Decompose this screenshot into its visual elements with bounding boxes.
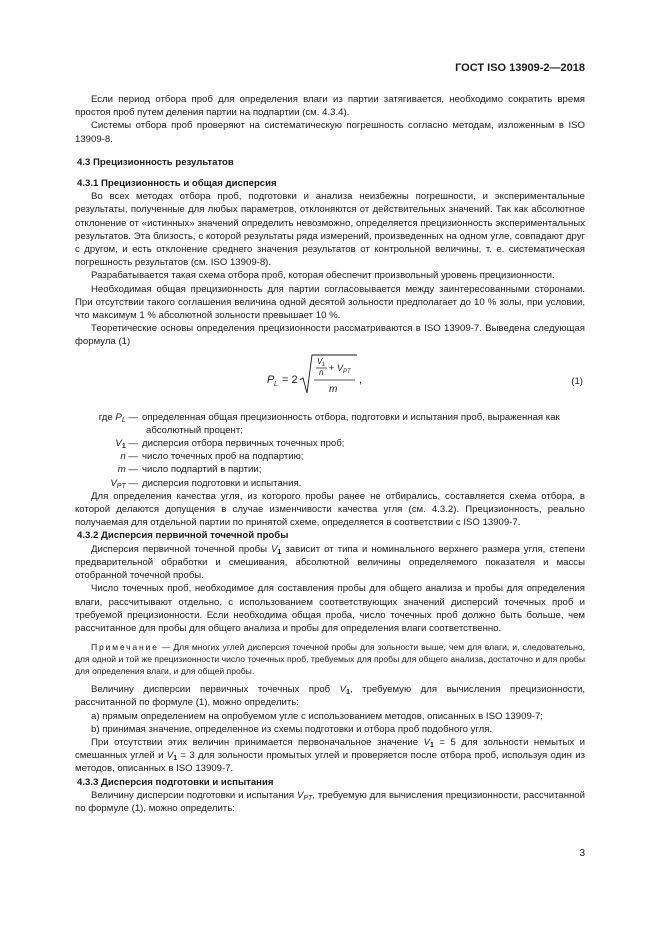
definition-m: m — число подпартий в партии; — [117, 464, 262, 476]
definition-v1: $V_1$ — дисперсия отбора первичных точечных проб; — [115, 438, 345, 451]
standard-header: ГОСТ ISO 13909-2—2018 — [455, 62, 585, 74]
formula-number: (1) — [571, 375, 583, 387]
paragraph-moisture-period: Если период отбора проб для определения влаги из партии затягивается, необходимо сократить время простоя проб путем деления партии на подпартии (см. 4.3.4). — [75, 94, 585, 119]
section-4-3-title: 4.3 Прецизионность результатов — [77, 156, 234, 168]
paragraph-required-precision: Необходимая общая прецизионность для партии согласовывается между заинтересованными сторонами. При отсутствии такого соглашения величина одной десятой зольности предполагает до 10 % золы, при условии, что максимум 1 % абсолютной зольности превышает 10 %. — [75, 283, 585, 322]
formula-1 — [75, 351, 585, 407]
note-label: Примечание — [91, 642, 159, 653]
svg-text:= 2: = 2 — [282, 373, 298, 386]
list-item-b: b) принимая значение, определенное из схемы подготовки и отбора проб подобного угля. — [91, 723, 493, 735]
section-4-3-3-title: 4.3.3 Дисперсия подготовки и испытания — [77, 776, 274, 788]
paragraph-bias-check: Системы отбора проб проверяют на систематическую погрешность согласно методам, изложенным в ISO 13909-8. — [75, 120, 585, 145]
paragraph-vpt-determination: Величину дисперсии подготовки и испытания $V_{PT}$, требуемую для вычисления прецизионности, рассчитанной по формуле (1), можно определить: — [75, 789, 585, 814]
svg-text:1: 1 — [322, 361, 326, 368]
definition-pl-continuation: абсолютный процент; — [146, 424, 243, 436]
svg-text:m: m — [329, 383, 338, 395]
svg-text:P: P — [267, 373, 275, 386]
paragraph-default-values: При отсутствии этих величин принимается первоначальное значение $V_1 = 5$ для зольности немытых и смешанных углей и $V_1 = 3$ для зольности промытых углей и проверяется после отбора проб, используя один из методов, описанных в ISO 13909-7. — [75, 736, 585, 775]
page-number: 3 — [579, 848, 585, 859]
paragraph-theory: Теоретические основы определения прецизионности рассматриваются в ISO 13909-7. Выведена следующая формула (1) — [75, 323, 585, 348]
svg-text:L: L — [274, 380, 278, 388]
paragraph-scheme: Разрабатывается такая схема отбора проб, которая обеспечит произвольный уровень прецизионности. — [91, 270, 555, 282]
definition-pl: где $P_L$ — определенная общая прецизионность отбора, подготовки и испытания проб, выраженная как — [98, 411, 560, 424]
svg-text:,: , — [359, 373, 363, 386]
svg-text:V: V — [317, 356, 323, 366]
precision-formula — [265, 351, 425, 407]
paragraph-v1-determination: Величину дисперсии первичных точечных проб $V_1$, требуемую для вычисления прецизионности, рассчитанной по формуле (1), можно определить: — [75, 684, 585, 709]
list-item-a: a) прямым определением на опробуемом угле с использованием методов, описанных в ISO 13909-7; — [91, 710, 543, 722]
svg-text:n: n — [319, 367, 324, 377]
note: Примечание — Для многих углей дисперсия точечной пробы для зольности выше, чем для влаги, и, следовательно, для одной и той же прецизионности число точечных проб, требуемых для пробы для общего анализа, достаточно и для пробы для определения влаги, и для общей пробы. — [75, 642, 585, 677]
section-4-3-1-title: 4.3.1 Прецизионность и общая дисперсия — [77, 178, 277, 190]
paragraph-increment-variance: Дисперсия первичной точечной пробы $V_1$ зависит от типа и номинального верхнего размера угля, степени предварительной обработки и смешивания, абсолютной величины определяемого показателя и массы отобранной точечной пробы. — [75, 543, 585, 582]
svg-text:+: + — [329, 362, 335, 373]
definition-vpt: $V_{PT}$ — дисперсия подготовки и испытания. — [110, 477, 302, 490]
section-4-3-2-title: 4.3.2 Дисперсия первичной точечной пробы — [77, 530, 289, 542]
paragraph-increment-count: Число точечных проб, необходимое для составления пробы для общего анализа и пробы для определения влаги, рассчитывают отдельно, с использованием соответствующих значений дисперсий точечных проб и требуемой прецизионности. Если необходима общая проба, число точечных проб должно быть больше, чем рассчитанное для пробы для общего анализа и пробы для определения влаги соответственно. — [75, 583, 585, 634]
paragraph-errors: Во всех методах отбора проб, подготовки и анализа неизбежны погрешности, и экспериментальные результаты, полученные для любых параметров, отклоняются от действительных значений. Так как абсолютное отклонение от «истинных» значений определить невозможно, определяется прецизионность экспериментальных результатов. Эта близость, с которой результаты ряда измерений, произведенных на одном угле, совпадают друг с другом, и есть отклонение среднего значения результатов от контрольной величины, т. е. систематическая погрешность результатов (см. ISO 13909-8). — [75, 191, 585, 269]
page-content — [75, 93, 585, 815]
svg-text:V: V — [337, 362, 344, 373]
svg-text:PT: PT — [343, 368, 351, 375]
paragraph-unknown-coal: Для определения качества угля, из которого пробы ранее не отбирались, составляется схема отбора, в которой делаются допущения в случае изменчивости качества угля (см. 4.3.2). Прецизионность, реально получаемая для отдельной партии по принятой схеме, определяется в соответствии с ISO 13909-7. — [75, 490, 585, 529]
definition-n: n — число точечных проб на подпартию; — [120, 451, 304, 463]
